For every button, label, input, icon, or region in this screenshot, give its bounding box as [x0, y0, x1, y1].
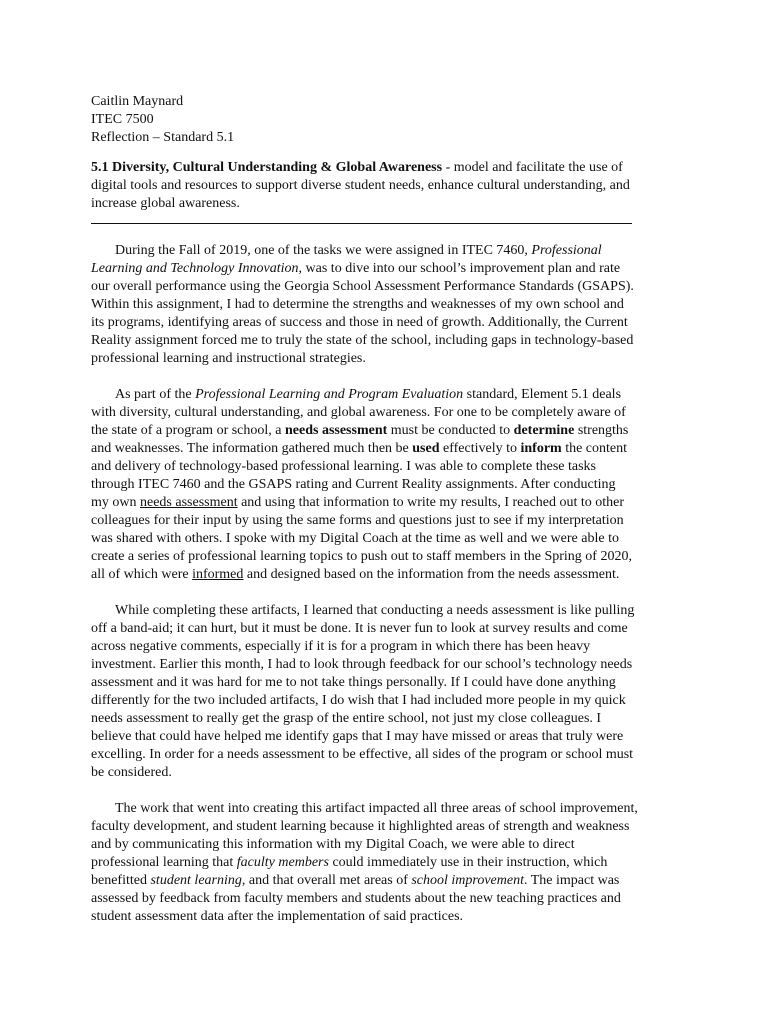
text-line: needs assessment to really get the grasp of the entire school, not just my close colleagues. I: [91, 711, 602, 726]
text-line: Within this assignment, I had to determine the strengths and weaknesses of my own school and: [91, 297, 624, 312]
text-line: its programs, identifying areas of success and those in need of growth. Additionally, the Current: [91, 315, 628, 330]
text-line: assessment and it was hard for me to not take things personally. If I could have done anything: [91, 675, 616, 690]
text-line: student assessment data after the implementation of said practices.: [91, 909, 464, 924]
text-line: While completing these artifacts, I learned that conducting a needs assessment is like pulling: [115, 603, 635, 618]
italic-run: Learning and Technology Innovation: [91, 261, 299, 276]
reflection-title: Reflection – Standard 5.1: [91, 130, 235, 145]
standard-statement: [91, 159, 676, 213]
text-line: with diversity, cultural understanding, and global awareness. For one to be completely aware of: [91, 405, 626, 420]
paragraph-1: [91, 242, 676, 368]
author-name: Caitlin Maynard: [91, 94, 184, 109]
text-run: all of which were: [91, 567, 193, 582]
standard-text-line: digital tools and resources to support diverse student needs, enhance cultural understanding, and: [91, 178, 630, 193]
text-run: , and that overall met areas of: [241, 873, 412, 888]
text-run: the state of a program or school, a: [91, 423, 285, 438]
paragraph-2: [91, 386, 676, 584]
text-line: be considered.: [91, 765, 172, 780]
text-line: assessed by feedback from faculty members and students about the new teaching practices and: [91, 891, 621, 906]
text-run: could immediately use in their instruction, which: [328, 855, 608, 870]
bold-run: used: [412, 441, 440, 456]
text-line: differently for the two included artifacts, I do wish that I had included more people in my quick: [91, 693, 626, 708]
text-line: across negative comments, especially if it is for a program in which there has been heavy: [91, 639, 591, 654]
text-line: believe that could have helped me identify gaps that I may have missed or areas that truly were: [91, 729, 624, 744]
text-line: and by communicating this information with my Digital Coach, we were able to direct: [91, 837, 575, 852]
bold-run: needs assessment: [285, 423, 388, 438]
italic-run: faculty members: [236, 855, 329, 870]
text-line: off a band-aid; it can hurt, but it must be done. It is never fun to look at survey results and come: [91, 621, 628, 636]
text-line: Reality assignment forced me to truly the state of the school, including gaps in technology-based: [91, 333, 634, 348]
text-run: the content: [561, 441, 628, 456]
italic-run: school improvement: [411, 873, 524, 888]
text-run: must be conducted to: [387, 423, 514, 438]
text-run: . The impact was: [523, 873, 620, 888]
text-line: professional learning and instructional strategies.: [91, 351, 366, 366]
text-run: and designed based on the information from the needs assessment.: [243, 567, 620, 582]
text-line: faculty development, and student learning because it highlighted areas of strength and weakness: [91, 819, 630, 834]
text-run: effectively to: [439, 441, 521, 456]
standard-title: 5.1 Diversity, Cultural Understanding & Global Awareness: [91, 160, 443, 175]
paragraph-3: [91, 602, 676, 782]
course-code: ITEC 7500: [91, 112, 154, 127]
horizontal-rule: [91, 223, 632, 224]
standard-text-line: - model and facilitate the use of: [442, 160, 623, 175]
text-run: professional learning that: [91, 855, 237, 870]
text-run: During the Fall of 2019, one of the tasks we were assigned in ITEC 7460,: [115, 243, 532, 258]
text-run: , was to dive into our school’s improvement plan and rate: [298, 261, 621, 276]
underlined-run: needs assessment: [140, 495, 238, 510]
text-run: standard, Element 5.1 deals: [463, 387, 622, 402]
text-run: and weaknesses. The information gathered much then be: [91, 441, 413, 456]
text-run: my own: [91, 495, 140, 510]
bold-run: determine: [513, 423, 575, 438]
text-run: As part of the: [115, 387, 196, 402]
underlined-run: informed: [192, 567, 244, 582]
text-line: our overall performance using the Georgia School Assessment Performance Standards (GSAPS).: [91, 279, 634, 294]
text-line: excelling. In order for a needs assessment to be effective, all sides of the program or school must: [91, 747, 634, 762]
paragraph-4: [91, 800, 676, 926]
bold-run: inform: [520, 441, 562, 456]
italic-run: Professional Learning and Program Evaluation: [195, 387, 464, 402]
text-line: The work that went into creating this artifact impacted all three areas of school improvement,: [115, 801, 638, 816]
text-run: benefitted: [91, 873, 151, 888]
text-run: strengths: [574, 423, 629, 438]
text-line: and delivery of technology-based professional learning. I was able to complete these tasks: [91, 459, 597, 474]
text-line: was shared with others. I spoke with my Digital Coach at the time as well and we were able to: [91, 531, 619, 546]
text-line: colleagues for their input by using the same forms and questions just to see if my interpretation: [91, 513, 624, 528]
italic-run: Professional: [531, 243, 602, 258]
document-body: [91, 93, 676, 926]
text-run: and using that information to write my results, I reached out to other: [237, 495, 625, 510]
standard-text-line: increase global awareness.: [91, 196, 240, 211]
text-line: through ITEC 7460 and the GSAPS rating and Current Reality assignments. After conducting: [91, 477, 616, 492]
text-line: create a series of professional learning topics to push out to staff members in the Spring of 2020,: [91, 549, 632, 564]
italic-run: student learning: [150, 873, 242, 888]
text-line: investment. Earlier this month, I had to look through feedback for our school’s technology needs: [91, 657, 633, 672]
